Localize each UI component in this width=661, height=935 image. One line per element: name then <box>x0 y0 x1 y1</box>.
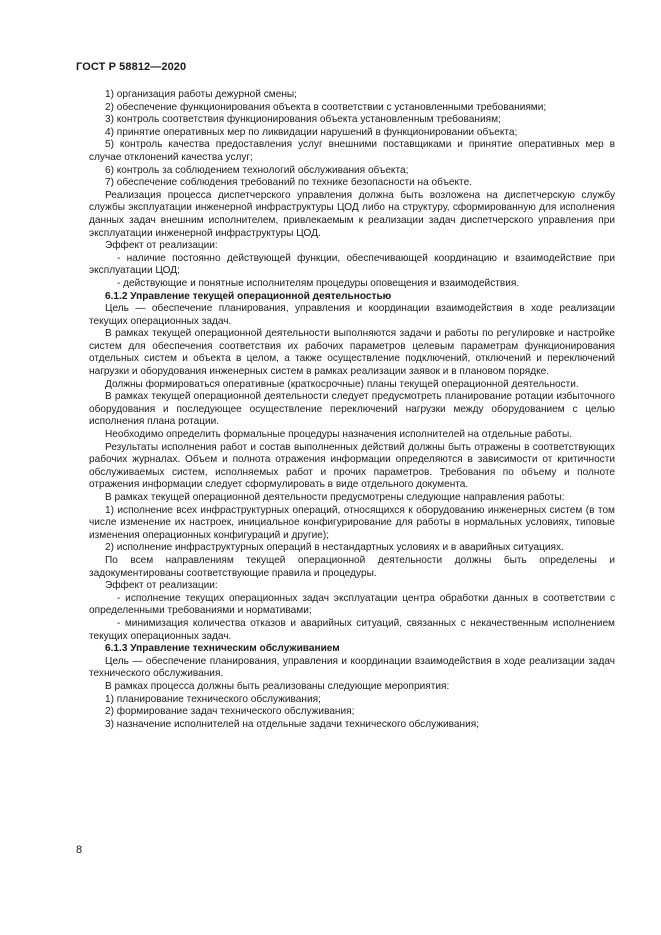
paragraph: Цель — обеспечение планирования, управления и координации взаимодействия в ходе реализации задач технического обслуживания. <box>89 655 615 680</box>
paragraph: Необходимо определить формальные процедуры назначения исполнителей на отдельные работы. <box>105 429 573 441</box>
paragraph: Эффект от реализации: <box>105 240 218 252</box>
list-item: 1) исполнение всех инфраструктурных операций, относящихся к оборудованию инженерных систем (в том числе изменение их настроек, инициальное конфигурирование для работы в нормальных условиях, типовые изменения операционных конфигураций и другие); <box>89 504 615 541</box>
paragraph: Цель — обеспечение планирования, управления и координации взаимодействия в ходе реализации текущих операционных задач. <box>89 303 615 327</box>
list-item: 3) контроль соответствия функционирования объекта установленным требованиям; <box>105 114 501 126</box>
list-item: - наличие постоянно действующей функции, обеспечивающей координацию и взаимодействие при эксплуатации ЦОД; <box>89 252 615 277</box>
document-body <box>89 89 615 731</box>
paragraph: Результаты исполнения работ и состав выполненных действий должны быть отражены в соответствующих рабочих журналах. Объем и полнота отражения информации определяются в зависимости от критичности обслуживаемых систем, исполняемых работ и прочих параметров. Требования по объему и полноте отражения информации следует сформулировать в виде отдельного документа. <box>89 441 615 491</box>
paragraph: В рамках текущей операционной деятельности предусмотрены следующие направления работы: <box>105 492 565 503</box>
paragraph: В рамках текущей операционной деятельности следует предусмотреть планирование ротации избыточного оборудования и последующее осуществление переключений нагрузки между оборудованием с целью исполнения плана ротации. <box>89 391 615 428</box>
section-heading: 6.1.3 Управление техническим обслуживанием <box>105 643 340 655</box>
list-item: - действующие и понятные исполнителям процедуры оповещения и взаимодействия. <box>117 277 520 289</box>
paragraph: Должны формироваться оперативные (краткосрочные) планы текущей операционной деятельности. <box>105 378 579 390</box>
section-heading: 6.1.2 Управление текущей операционной деятельностью <box>105 290 392 302</box>
paragraph: В рамках текущей операционной деятельности выполняются задачи и работы по регулировке и настройке систем для обеспечения соответствия их рабочих параметров целевым параметрам функционирования отдельных систем и объекта в целом, а также осуществление подключений, отключений и переключений нагрузки и оборудования инженерных систем в рамках реализации заявок и в плановом порядке. <box>89 328 615 378</box>
paragraph: Реализация процесса диспетчерского управления должна быть возложена на диспетчерскую службу службы эксплуатации инженерной инфраструктуры ЦОД либо на структуру, сформированную для исполнения данных задач внешним исполнителем, привлекаемым к реализации задач диспетчерского управления при эксплуатации инженерной инфраструктуры ЦОД. <box>89 189 615 239</box>
document-header: ГОСТ Р 58812—2020 <box>76 61 187 73</box>
list-item: 5) контроль качества предоставления услуг внешними поставщиками и принятие оперативных мер в случае отклонений качества услуг; <box>89 139 615 163</box>
list-item: 4) принятие оперативных мер по ликвидации нарушений в функционировании объекта; <box>105 126 518 138</box>
list-item: 6) контроль за соблюдением технологий обслуживания объекта; <box>105 164 409 176</box>
list-item: 7) обеспечение соблюдения требований по технике безопасности на объекте. <box>105 177 472 189</box>
paragraph: По всем направлениям текущей операционной деятельности должны быть определены и задокументированы соответствующие правила и процедуры. <box>89 554 615 579</box>
paragraph: Эффект от реализации: <box>105 580 218 592</box>
list-item: 3) назначение исполнителей на отдельные задачи технического обслуживания; <box>105 718 480 730</box>
list-item: 1) планирование технического обслуживания; <box>105 693 321 705</box>
list-item: - минимизация количества отказов и аварийных ситуаций, связанных с некачественным исполнением текущих операционных задач. <box>89 617 615 642</box>
list-item: 2) формирование задач технического обслуживания; <box>105 706 355 718</box>
list-item: 2) обеспечение функционирования объекта в соответствии с установленными требованиями; <box>105 101 547 113</box>
list-item: 2) исполнение инфраструктурных операций в нестандартных условиях и в аварийных ситуациях. <box>105 542 564 554</box>
list-item: 1) организация работы дежурной смены; <box>105 89 297 100</box>
paragraph: В рамках процесса должны быть реализованы следующие мероприятия: <box>105 680 450 692</box>
list-item: - исполнение текущих операционных задач эксплуатации центра обработки данных в соответствии с определенными требованиями и нормативами; <box>89 592 615 617</box>
page-number: 8 <box>76 844 83 856</box>
